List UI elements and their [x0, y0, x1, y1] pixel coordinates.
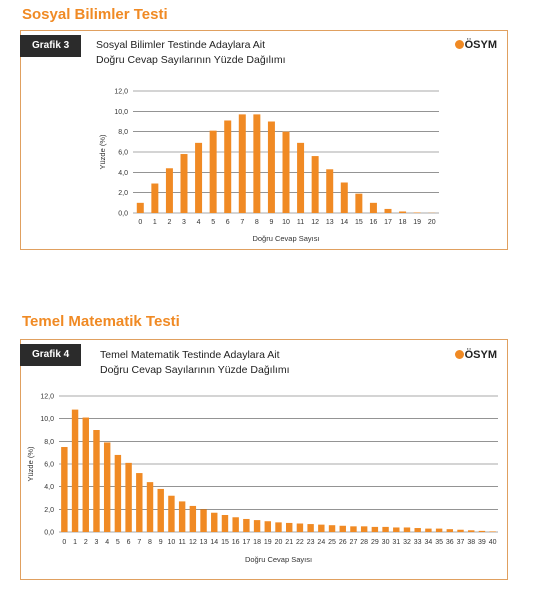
bar: [370, 203, 377, 213]
x-tick-label: 11: [178, 539, 186, 546]
bar: [195, 143, 202, 213]
bar: [457, 530, 463, 532]
y-tick-label: 4,0: [44, 484, 54, 492]
x-tick-label: 20: [274, 539, 283, 546]
x-tick-label: 16: [369, 219, 378, 226]
bar: [115, 455, 121, 532]
x-tick-label: 32: [403, 539, 411, 546]
x-tick-label: 7: [137, 539, 142, 546]
x-tick-label: 40: [488, 539, 497, 546]
bar: [200, 509, 206, 532]
chart-title-4-line1: Temel Matematik Testinde Adaylara Ait: [100, 349, 280, 361]
bar: [404, 527, 410, 532]
x-tick-label: 39: [478, 539, 486, 546]
x-tick-label: 17: [242, 539, 251, 546]
x-axis-title: Doğru Cevap Sayısı: [252, 234, 320, 243]
bar: [425, 529, 431, 532]
bar: [61, 447, 67, 532]
chart-panel-4: [20, 339, 508, 580]
x-tick-label: 15: [221, 539, 229, 546]
x-tick-label: 6: [225, 219, 230, 226]
x-tick-label: 16: [231, 539, 240, 546]
x-tick-label: 22: [296, 539, 304, 546]
bar: [136, 473, 142, 532]
bar: [222, 515, 228, 532]
bar: [372, 527, 378, 532]
logo-text-4: ÖSYM: [464, 349, 497, 361]
x-tick-label: 27: [349, 539, 358, 546]
x-tick-label: 29: [370, 539, 379, 546]
x-tick-label: 36: [445, 539, 454, 546]
bar: [104, 442, 110, 532]
bar-chart-3: [21, 31, 507, 249]
y-tick-label: 0,0: [118, 210, 128, 218]
section-heading-social: Sosyal Bilimler Testi: [22, 6, 168, 23]
y-tick-label: 2,0: [44, 506, 54, 514]
x-tick-label: 7: [240, 219, 245, 226]
x-tick-label: 34: [424, 539, 433, 546]
x-tick-label: 20: [427, 219, 436, 226]
bar: [297, 143, 304, 213]
x-tick-label: 28: [360, 539, 369, 546]
x-tick-label: 13: [199, 539, 208, 546]
bar: [283, 132, 290, 213]
y-tick-label: 6,0: [118, 149, 128, 157]
bar: [265, 521, 271, 532]
x-tick-label: 10: [282, 219, 290, 226]
x-tick-label: 5: [115, 539, 120, 546]
x-tick-label: 0: [138, 219, 143, 226]
bar: [297, 524, 303, 533]
y-axis-title: Yüzde (%): [98, 134, 107, 170]
x-tick-label: 19: [413, 219, 422, 226]
x-tick-label: 8: [254, 219, 259, 226]
x-tick-label: 9: [158, 539, 163, 546]
bar: [436, 529, 442, 532]
x-tick-label: 31: [392, 539, 401, 546]
x-tick-label: 1: [152, 219, 157, 226]
bar: [489, 531, 495, 532]
bar: [479, 531, 485, 532]
x-tick-label: 19: [263, 539, 272, 546]
bar: [361, 526, 367, 532]
bar: [350, 526, 356, 532]
bar: [166, 168, 173, 213]
bar: [93, 430, 99, 532]
y-tick-label: 12,0: [114, 88, 128, 96]
bar: [211, 513, 217, 532]
bar: [239, 114, 246, 213]
bar: [168, 496, 174, 532]
bar: [224, 120, 231, 213]
bar: [210, 131, 217, 213]
x-tick-label: 1: [73, 539, 78, 546]
logo-text-3: ÖSYM: [464, 39, 497, 51]
x-tick-label: 37: [456, 539, 465, 546]
x-tick-label: 23: [306, 539, 315, 546]
chart-badge-4: Grafik 4: [20, 344, 81, 366]
x-tick-label: 14: [340, 219, 349, 226]
x-axis-title: Doğru Cevap Sayısı: [244, 555, 313, 564]
x-tick-label: 25: [328, 539, 336, 546]
y-axis-title: Yüzde (%): [26, 446, 35, 482]
bar: [190, 506, 196, 532]
bar: [243, 519, 249, 532]
x-tick-label: 26: [338, 539, 347, 546]
x-tick-label: 18: [253, 539, 261, 546]
x-tick-label: 3: [94, 539, 99, 546]
bar: [318, 525, 324, 532]
chart-badge-3: Grafik 3: [20, 35, 81, 57]
bar: [72, 410, 78, 532]
x-tick-label: 33: [413, 539, 422, 546]
y-tick-label: 10,0: [114, 108, 128, 116]
section-heading-math: Temel Matematik Testi: [22, 313, 180, 330]
bar: [83, 418, 89, 532]
x-tick-label: 12: [188, 539, 197, 546]
bar: [181, 154, 188, 213]
y-tick-label: 8,0: [44, 438, 54, 446]
bar: [268, 122, 275, 214]
bar: [179, 501, 185, 532]
bar: [158, 489, 164, 532]
y-tick-label: 2,0: [118, 190, 128, 198]
x-tick-label: 12: [311, 219, 320, 226]
bar: [399, 211, 406, 213]
bar: [125, 463, 131, 532]
x-tick-label: 11: [296, 219, 305, 226]
chart-panel-3: [20, 30, 508, 250]
bar: [286, 523, 292, 532]
x-tick-label: 5: [211, 219, 216, 226]
bar: [341, 183, 348, 214]
x-tick-label: 0: [62, 539, 67, 546]
x-tick-label: 35: [435, 539, 444, 546]
y-tick-label: 10,0: [40, 416, 54, 424]
bar: [340, 526, 346, 532]
bar: [329, 525, 335, 532]
y-tick-label: 6,0: [44, 461, 54, 469]
chart-title-3-line2: Doğru Cevap Sayılarının Yüzde Dağılımı: [96, 54, 286, 66]
x-tick-label: 10: [167, 539, 176, 546]
y-tick-label: 0,0: [44, 529, 54, 537]
x-tick-label: 38: [467, 539, 476, 546]
x-tick-label: 2: [83, 539, 88, 546]
bar: [414, 212, 421, 213]
x-tick-label: 13: [325, 219, 334, 226]
bar: [355, 194, 362, 213]
x-tick-label: 15: [354, 219, 363, 226]
bar: [312, 156, 319, 213]
x-tick-label: 9: [269, 219, 274, 226]
bar: [307, 524, 313, 532]
chart-title-4-line2: Doğru Cevap Sayılarının Yüzde Dağılımı: [100, 364, 290, 376]
bar: [151, 184, 158, 213]
bar: [447, 529, 453, 532]
chart-title-3-line1: Sosyal Bilimler Testinde Adaylara Ait: [96, 39, 266, 51]
x-tick-label: 18: [398, 219, 407, 226]
bar: [468, 530, 474, 532]
x-tick-label: 3: [182, 219, 186, 226]
bar: [382, 527, 388, 532]
x-tick-label: 8: [148, 539, 152, 546]
bar: [147, 482, 153, 532]
bar: [393, 527, 399, 532]
bar-chart-4: [21, 340, 507, 579]
x-tick-label: 24: [317, 539, 326, 546]
x-tick-label: 4: [196, 219, 201, 226]
y-tick-label: 12,0: [40, 393, 54, 401]
y-tick-label: 4,0: [118, 169, 128, 177]
y-tick-label: 8,0: [118, 129, 128, 137]
bar: [385, 209, 392, 213]
x-tick-label: 30: [381, 539, 390, 546]
bar: [275, 522, 281, 532]
bar: [326, 169, 333, 213]
bar: [137, 203, 144, 213]
bar: [253, 114, 260, 213]
x-tick-label: 4: [105, 539, 110, 546]
bar: [232, 517, 238, 532]
x-tick-label: 17: [384, 219, 392, 226]
bar: [414, 528, 420, 532]
x-tick-label: 2: [167, 219, 172, 226]
bar: [254, 520, 260, 532]
x-tick-label: 14: [210, 539, 219, 546]
x-tick-label: 21: [285, 539, 294, 546]
x-tick-label: 6: [126, 539, 131, 546]
